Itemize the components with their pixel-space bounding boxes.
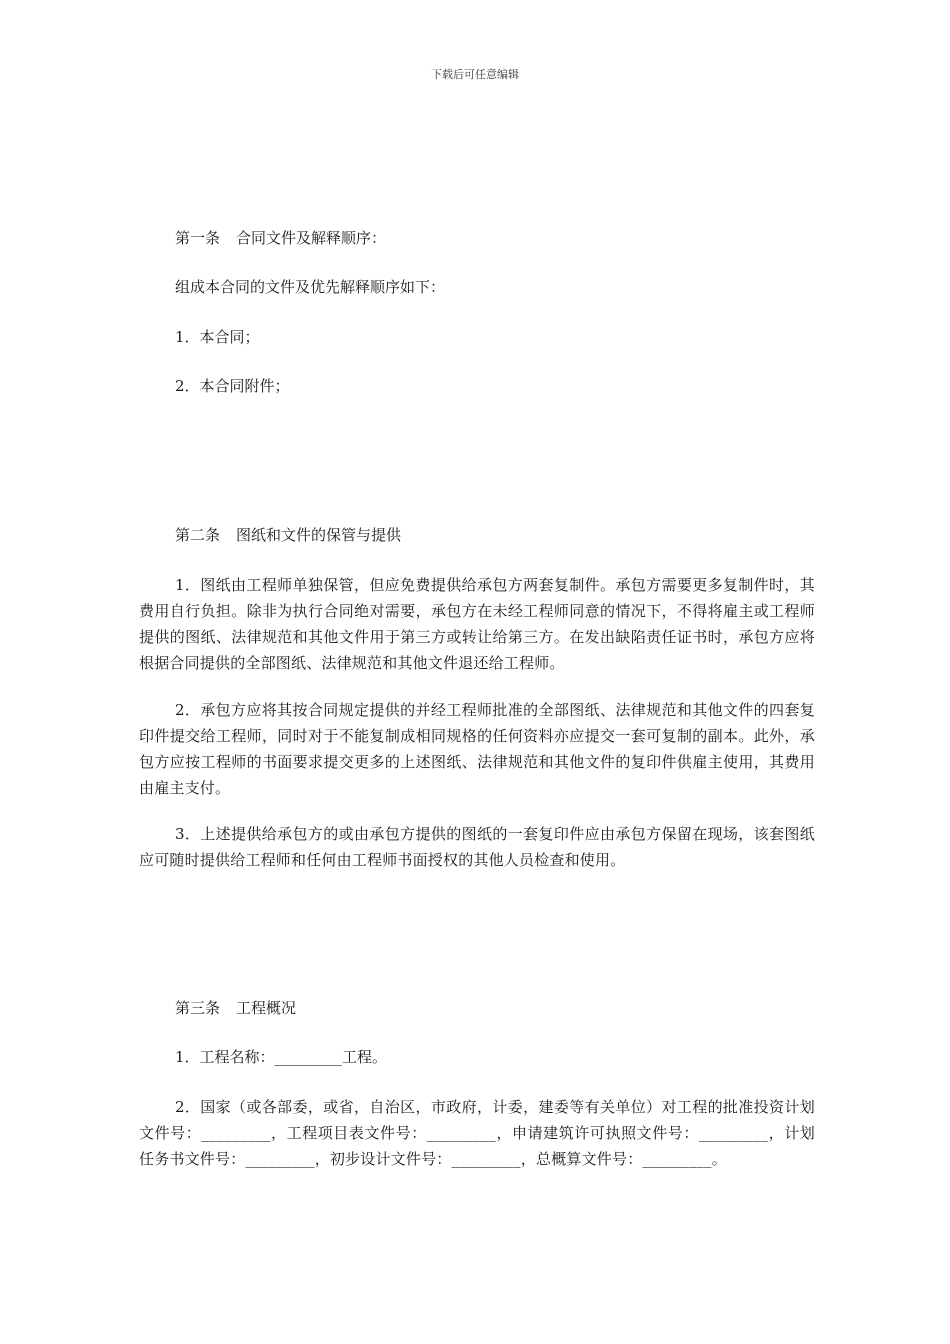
- article1-heading-title: 合同文件及解释顺序：: [236, 229, 387, 247]
- article2-heading-number: 第二条: [175, 526, 221, 544]
- article2-paragraph-2: 2．承包方应将其按合同规定提供的并经工程师批准的全部图纸、法律规范和其他文件的四套复印件提交给工程师，同时对于不能复制成相同规格的任何资料亦应提交一套可复制的副本。此外，承包方应按工程师的书面要求提交更多的上述图纸、法律规范和其他文件的复印件供雇主使用，其费用由雇主支付。: [139, 701, 815, 797]
- article3-heading-number: 第三条: [175, 999, 221, 1017]
- article1-item-2: 2．本合同附件；: [175, 377, 290, 395]
- article3-item-1: 1．工程名称：_________工程。: [175, 1048, 388, 1066]
- header-note: 下载后可任意编辑: [431, 68, 519, 81]
- article3-item-2: 2．国家（或各部委，或省，自治区，市政府，计委，建委等有关单位）对工程的批准投资计划文件号：_________，工程项目表文件号：_________，申请建筑许可执照文件号：_________，计划任务书文件号：_________，初步设计文件号：_________，总概算文件号：_________。: [139, 1098, 815, 1168]
- article2-paragraph-1: 1．图纸由工程师单独保管，但应免费提供给承包方两套复制件。承包方需要更多复制件时，其费用自行负担。除非为执行合同绝对需要，承包方在未经工程师同意的情况下，不得将雇主或工程师提供的图纸、法律规范和其他文件用于第三方或转让给第三方。在发出缺陷责任证书时，承包方应将根据合同提供的全部图纸、法律规范和其他文件退还给工程师。: [139, 576, 815, 672]
- article3-heading-title: 工程概况: [236, 999, 297, 1017]
- article2-heading-title: 图纸和文件的保管与提供: [236, 526, 402, 544]
- article1-item-1: 1．本合同；: [175, 328, 260, 346]
- article3-heading: [175, 996, 296, 1020]
- article2-heading: [175, 523, 401, 547]
- article1-heading-number: 第一条: [175, 229, 221, 247]
- article1-heading: [175, 226, 386, 250]
- article2-paragraph-3: 3．上述提供给承包方的或由承包方提供的图纸的一套复印件应由承包方保留在现场，该套图纸应可随时提供给工程师和任何由工程师书面授权的其他人员检查和使用。: [139, 825, 815, 869]
- article1-intro: 组成本合同的文件及优先解释顺序如下：: [175, 278, 446, 296]
